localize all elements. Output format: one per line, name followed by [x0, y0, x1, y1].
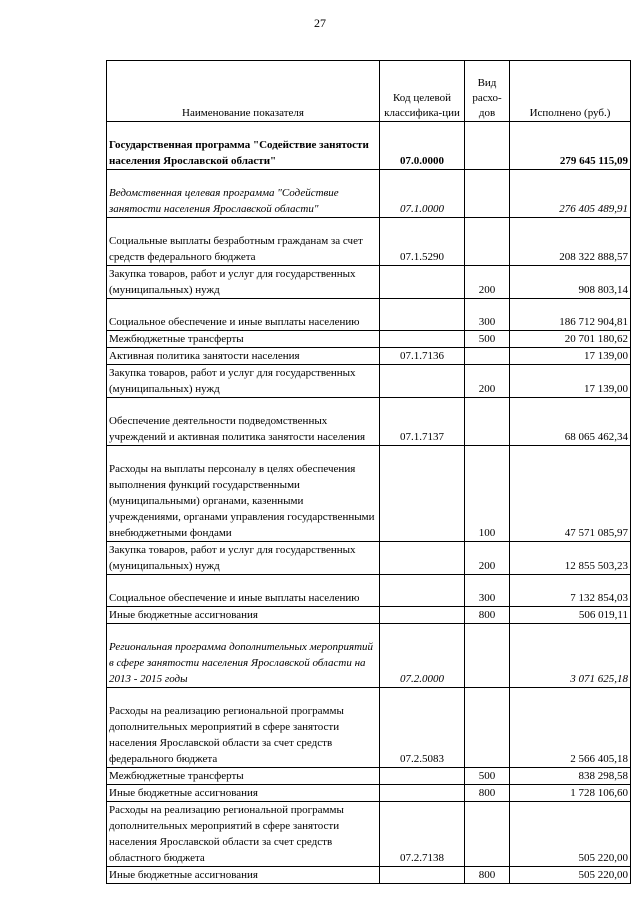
row-code-cell: 07.2.0000: [380, 624, 465, 688]
row-vid-cell: 500: [465, 331, 510, 348]
row-name-cell: Межбюджетные трансферты: [107, 768, 380, 785]
table-header-row: [107, 61, 631, 122]
header-vid: Вид расхо-дов: [465, 61, 510, 122]
row-sum-cell: 908 803,14: [510, 266, 631, 299]
row-vid-cell: [465, 348, 510, 365]
row-code-cell: [380, 785, 465, 802]
row-sum-cell: 68 065 462,34: [510, 398, 631, 446]
row-sum-cell: 17 139,00: [510, 348, 631, 365]
row-name-cell: Ведомственная целевая программа "Содействие занятости населения Ярославской области": [107, 170, 380, 218]
table-row: [107, 331, 631, 348]
row-code-cell: 07.0.0000: [380, 122, 465, 170]
table-row: [107, 122, 631, 170]
row-vid-cell: [465, 218, 510, 266]
row-name-cell: Активная политика занятости населения: [107, 348, 380, 365]
table-row: [107, 624, 631, 688]
row-vid-cell: [465, 170, 510, 218]
row-name-cell: Социальное обеспечение и иные выплаты населению: [107, 299, 380, 331]
row-code-cell: 07.1.7136: [380, 348, 465, 365]
header-name: Наименование показателя: [107, 61, 380, 122]
row-code-cell: [380, 331, 465, 348]
row-name-cell: Обеспечение деятельности подведомственных учреждений и активная политика занятости населения: [107, 398, 380, 446]
row-vid-cell: [465, 688, 510, 768]
row-sum-cell: 505 220,00: [510, 867, 631, 884]
row-name-cell: Социальные выплаты безработным гражданам за счет средств федерального бюджета: [107, 218, 380, 266]
table-row: [107, 299, 631, 331]
row-vid-cell: 300: [465, 575, 510, 607]
table-row: [107, 688, 631, 768]
table-row: [107, 768, 631, 785]
header-code: Код целевой классифика-ции: [380, 61, 465, 122]
row-sum-cell: 186 712 904,81: [510, 299, 631, 331]
row-vid-cell: 200: [465, 542, 510, 575]
row-name-cell: Расходы на реализацию региональной программы дополнительных мероприятий в сфере занятости населения Ярославской области за счет средств федерального бюджета: [107, 688, 380, 768]
table-row: [107, 365, 631, 398]
row-code-cell: 07.2.7138: [380, 802, 465, 867]
row-vid-cell: [465, 122, 510, 170]
row-vid-cell: 300: [465, 299, 510, 331]
row-code-cell: 07.1.0000: [380, 170, 465, 218]
table-row: [107, 802, 631, 867]
table-row: [107, 867, 631, 884]
row-code-cell: 07.1.7137: [380, 398, 465, 446]
row-vid-cell: [465, 398, 510, 446]
table-row: [107, 348, 631, 365]
row-code-cell: [380, 299, 465, 331]
row-code-cell: [380, 446, 465, 542]
row-vid-cell: 200: [465, 266, 510, 299]
row-sum-cell: 12 855 503,23: [510, 542, 631, 575]
table-row: [107, 785, 631, 802]
table-row: [107, 170, 631, 218]
row-vid-cell: [465, 802, 510, 867]
row-vid-cell: 200: [465, 365, 510, 398]
row-vid-cell: 800: [465, 867, 510, 884]
row-name-cell: Расходы на реализацию региональной программы дополнительных мероприятий в сфере занятости населения Ярославской области за счет средств областного бюджета: [107, 802, 380, 867]
row-code-cell: [380, 607, 465, 624]
row-name-cell: Региональная программа дополнительных мероприятий в сфере занятости населения Ярославской области на 2013 - 2015 годы: [107, 624, 380, 688]
row-sum-cell: 17 139,00: [510, 365, 631, 398]
row-name-cell: Закупка товаров, работ и услуг для государственных (муниципальных) нужд: [107, 266, 380, 299]
row-sum-cell: 276 405 489,91: [510, 170, 631, 218]
row-name-cell: Межбюджетные трансферты: [107, 331, 380, 348]
row-sum-cell: 208 322 888,57: [510, 218, 631, 266]
row-name-cell: Иные бюджетные ассигнования: [107, 785, 380, 802]
row-name-cell: Иные бюджетные ассигнования: [107, 867, 380, 884]
table-row: [107, 575, 631, 607]
row-sum-cell: 838 298,58: [510, 768, 631, 785]
row-vid-cell: 800: [465, 785, 510, 802]
row-code-cell: 07.1.5290: [380, 218, 465, 266]
row-sum-cell: 1 728 106,60: [510, 785, 631, 802]
row-code-cell: [380, 542, 465, 575]
row-vid-cell: [465, 624, 510, 688]
row-sum-cell: 7 132 854,03: [510, 575, 631, 607]
table-row: [107, 607, 631, 624]
row-name-cell: Закупка товаров, работ и услуг для государственных (муниципальных) нужд: [107, 365, 380, 398]
table-row: [107, 218, 631, 266]
row-code-cell: [380, 768, 465, 785]
row-vid-cell: 800: [465, 607, 510, 624]
row-vid-cell: 500: [465, 768, 510, 785]
row-sum-cell: 3 071 625,18: [510, 624, 631, 688]
row-code-cell: 07.2.5083: [380, 688, 465, 768]
row-sum-cell: 506 019,11: [510, 607, 631, 624]
row-sum-cell: 47 571 085,97: [510, 446, 631, 542]
table-row: [107, 446, 631, 542]
table-row: [107, 398, 631, 446]
row-name-cell: Иные бюджетные ассигнования: [107, 607, 380, 624]
row-sum-cell: 2 566 405,18: [510, 688, 631, 768]
row-sum-cell: 505 220,00: [510, 802, 631, 867]
row-name-cell: Закупка товаров, работ и услуг для государственных (муниципальных) нужд: [107, 542, 380, 575]
row-code-cell: [380, 867, 465, 884]
table-row: [107, 542, 631, 575]
row-name-cell: Государственная программа "Содействие занятости населения Ярославской области": [107, 122, 380, 170]
row-code-cell: [380, 266, 465, 299]
row-code-cell: [380, 575, 465, 607]
row-name-cell: Социальное обеспечение и иные выплаты населению: [107, 575, 380, 607]
row-sum-cell: 20 701 180,62: [510, 331, 631, 348]
table-row: [107, 266, 631, 299]
row-code-cell: [380, 365, 465, 398]
page-number: 27: [314, 16, 326, 30]
row-sum-cell: 279 645 115,09: [510, 122, 631, 170]
row-vid-cell: 100: [465, 446, 510, 542]
budget-execution-table: [106, 60, 631, 884]
header-sum: Исполнено (руб.): [510, 61, 631, 122]
row-name-cell: Расходы на выплаты персоналу в целях обеспечения выполнения функций государственными (муниципальными) органами, казенными учреждениями, органами управления государственными внебюджетными фондами: [107, 446, 380, 542]
